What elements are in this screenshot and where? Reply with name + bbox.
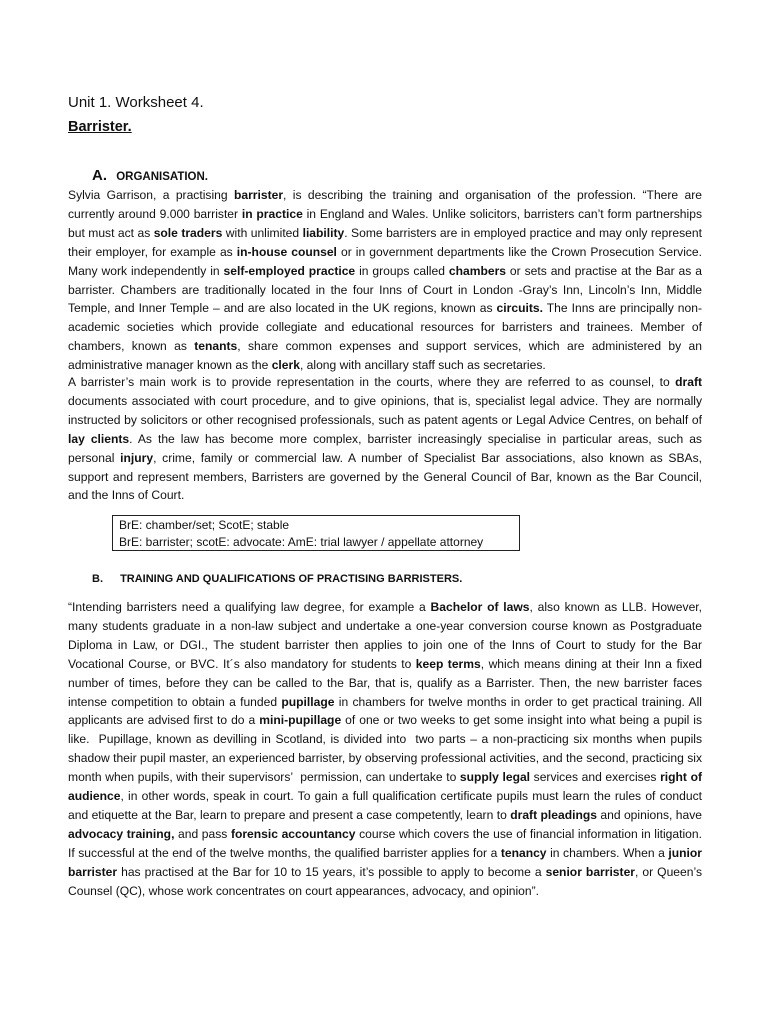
key-term: keep terms	[415, 656, 481, 671]
key-term: junior barrister	[68, 845, 702, 879]
note-line-barrister: BrE: barrister; scotE: advocate: AmE: trial lawyer / appellate attorney	[119, 535, 484, 549]
note-line-chamber: BrE: chamber/set; ScotE; stable	[119, 518, 290, 532]
section-b-heading	[92, 573, 462, 585]
key-term: in practice	[241, 206, 303, 221]
section-a-title: ORGANISATION.	[116, 171, 208, 183]
key-term: tenancy	[500, 845, 547, 860]
key-term: chambers	[448, 263, 506, 278]
key-term: barrister	[233, 188, 284, 202]
section-b-letter: B.	[92, 573, 103, 585]
key-term: tenants	[194, 339, 238, 354]
document-title: Barrister.	[68, 119, 132, 135]
key-term: in-house counsel	[236, 244, 337, 259]
section-b-title: TRAINING AND QUALIFICATIONS OF PRACTISING BARRISTERS.	[120, 573, 463, 585]
organisation-paragraph-1: Sylvia Garrison, a practising barrister, is describing the training and organisation of the profession. “There are currently around 9.000 barrister in practice in England and Wales. Unlike solicitors, barristers can’t form partnerships but must act as sole traders with unlimited liability. Some barristers are in employed practice and may only represent their employer, for example as in-house counsel or in government departments like the Crown Prosecution Service. Many work independently in self-employed practice in groups called chambers or sets and practise at the Bar as a barrister. Chambers are traditionally located in the four Inns of Court in London -Gray’s Inn, Lincoln’s Inn, Middle Temple, and Inner Temple – and are also located in the UK regions, known as circuits. The Inns are principally non-academic societies which provide collegiate and educational resources for barristers and trainees. Member of chambers, known as tenants, share common expenses and support services, which are administered by an administrative manager known as the clerk, along with ancillary staff such as secretaries.	[68, 188, 703, 373]
section-a-letter: A.	[92, 167, 107, 184]
key-term: draft	[675, 375, 702, 389]
key-term: lay clients	[68, 431, 130, 446]
section-a-heading	[92, 167, 208, 184]
terminology-note-box	[112, 515, 520, 551]
key-term: right of audience	[68, 770, 702, 804]
key-term: sole traders	[153, 225, 223, 240]
organisation-paragraph-2: A barrister’s main work is to provide representation in the courts, where they are referred to as counsel, to draft documents associated with court procedure, and to give opinions, that is, specialist legal advice. They are normally instructed by solicitors or other recognised professionals, such as patent agents or Legal Advice Centres, on behalf of lay clients. As the law has become more complex, barrister increasingly specialise in particular areas, such as personal injury, crime, family or commercial law. A number of Specialist Bar associations, also known as SBAs, support and represent members, Barristers are governed by the General Council of Bar, known as the Bar Council, and the Inns of Court.	[68, 375, 702, 503]
key-term: clerk	[271, 358, 300, 373]
key-term: circuits.	[496, 301, 543, 316]
unit-title: Unit 1. Worksheet 4.	[68, 94, 204, 111]
key-term: pupillage	[281, 694, 335, 709]
key-term: self-employed practice	[223, 263, 356, 278]
key-term: advocacy training,	[68, 826, 175, 841]
key-term: draft pleadings	[510, 807, 597, 822]
training-paragraph: “Intending barristers need a qualifying law degree, for example a Bachelor of laws, also known as LLB. However, many students graduate in a non-law subject and undertake a one-year conversion course known as Postgraduate Diploma in Law, or DGI., The student barrister then applies to join one of the Inns of Court to study for the Bar Vocational Course, or BVC. It´s also mandatory for students to keep terms, which means dining at their Inn a fixed number of times, before they can be called to the Bar, that is, qualify as a Barrister. Then, the new barrister faces intense competition to obtain a funded pupillage in chambers for twelve months in order to get practical training. All applicants are advised first to do a mini-pupillage of one or two weeks to get some insight into what being a pupil is like. Pupillage, known as devilling in Scotland, is divided into two parts – a non-practicing six months when pupils shadow their pupil master, an experienced barrister, by observing professional activities, and the second, practicing six month when pupils, with their supervisors’ permission, can undertake to supply legal services and exercises right of audience, in other words, speak in court. To gain a full qualification certificate pupils must learn the rules of conduct and etiquette at the Bar, learn to prepare and present a case competently, learn to draft pleadings and opinions, have advocacy training, and pass forensic accountancy course which covers the use of financial information in litigation. If successful at the end of the twelve months, the qualified barrister applies for a tenancy in chambers. When a junior barrister has practised at the Bar for 10 to 15 years, it’s possible to apply to become a senior barrister, or Queen’s Counsel (QC), whose work concentrates on court appearances, advocacy, and opinion”.	[68, 600, 703, 898]
key-term: injury	[120, 450, 154, 465]
key-term: senior barrister	[545, 864, 635, 879]
key-term: mini-pupillage	[259, 713, 342, 728]
key-term: forensic accountancy	[230, 826, 356, 841]
key-term: liability	[302, 225, 345, 240]
key-term: supply legal	[459, 770, 531, 785]
key-term: Bachelor of laws	[430, 600, 530, 614]
